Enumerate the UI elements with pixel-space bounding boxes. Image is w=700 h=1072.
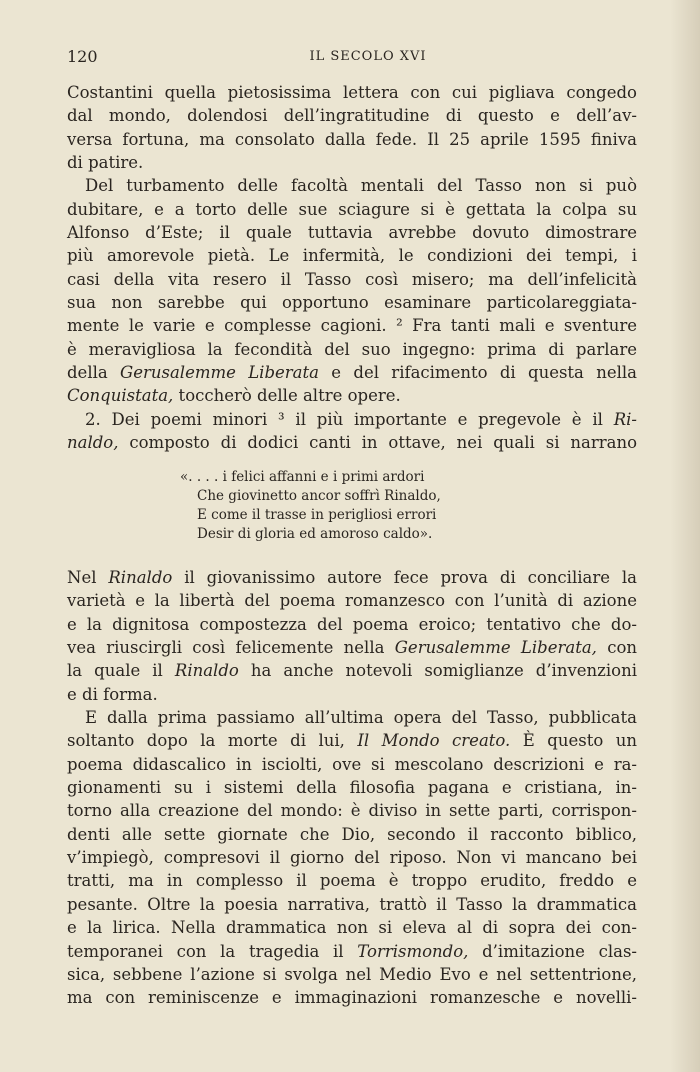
text-segment: composto di dodici canti in ottave, nei quali si narrano xyxy=(118,433,637,453)
text-segment: denti alle sette giornate che Dio, secondo il racconto biblico, xyxy=(67,824,637,844)
text-segment: di patire. xyxy=(67,153,144,173)
text-segment: v’impiegò, compresovi il giorno del riposo. Non vi mancano bei xyxy=(67,848,637,868)
text-line xyxy=(67,221,637,244)
text-line xyxy=(67,659,637,682)
verse-line: Che giovinetto ancor soffrì Rinaldo, xyxy=(197,488,441,504)
text-line xyxy=(67,314,637,337)
text-line xyxy=(67,291,637,314)
text-segment: d’imitazione clas- xyxy=(468,941,637,961)
text-segment: poema didascalico in isciolti, ove si mescolano descrizioni e ra- xyxy=(67,754,637,774)
text-segment: il giovanissimo autore fece prova di conciliare la xyxy=(172,568,637,587)
text-line xyxy=(67,986,637,1009)
text-block-1 xyxy=(67,81,637,455)
text-segment: pesante. Oltre la poesia narrativa, trattò il Tasso la drammatica xyxy=(67,894,637,914)
text-segment: torno alla creazione del mondo: è diviso in sette parti, corrispon- xyxy=(67,801,637,821)
text-line xyxy=(67,869,637,892)
text-line xyxy=(67,916,637,939)
italic-title: Gerusalemme Liberata, xyxy=(394,638,597,658)
italic-title: Ri- xyxy=(613,409,637,429)
text-segment: sua non sarebbe qui opportuno esaminare particolareggiata- xyxy=(67,293,637,313)
text-block-2 xyxy=(67,566,637,1010)
text-line xyxy=(67,940,637,963)
text-line xyxy=(67,589,637,612)
text-segment: e di forma. xyxy=(67,684,158,704)
text-segment: tratti, ma in complesso il poema è troppo erudito, freddo e xyxy=(67,871,637,891)
text-segment: 2. Dei poemi minori ³ il più importante e pregevole è il xyxy=(85,409,614,429)
text-line xyxy=(67,753,637,776)
text-line xyxy=(67,361,637,384)
text-segment: Del turbamento delle facoltà mentali del Tasso non si può xyxy=(85,176,637,196)
text-line xyxy=(67,636,637,659)
italic-title: naldo, xyxy=(67,433,119,453)
text-segment: E dalla prima passiamo all’ultima opera del Tasso, pubblicata xyxy=(85,708,637,728)
verse-line: Desir di gloria ed amoroso caldo». xyxy=(197,526,433,542)
text-segment: temporanei con la tragedia il xyxy=(67,941,358,961)
text-segment: è meravigliosa la fecondità del suo ingegno: prima di parlare xyxy=(67,339,637,359)
text-line xyxy=(67,174,637,197)
text-segment: ha anche notevoli somiglianze d’invenzioni xyxy=(238,661,637,681)
italic-title: Rinaldo xyxy=(174,661,239,681)
text-segment: la quale il xyxy=(67,661,175,681)
text-line xyxy=(67,431,637,454)
text-line xyxy=(67,706,637,729)
text-line xyxy=(67,268,637,291)
text-segment: toccherò delle altre opere. xyxy=(173,386,401,406)
text-segment: gionamenti su i sistemi della filosofia pagana e cristiana, in- xyxy=(67,778,637,798)
text-line xyxy=(67,963,637,986)
text-segment: soltanto dopo la morte di lui, xyxy=(67,731,358,751)
text-line xyxy=(67,613,637,636)
italic-title: Torrismondo, xyxy=(357,941,469,961)
text-segment: sica, sebbene l’azione si svolga nel Medio Evo e nel settentrione, xyxy=(67,964,637,984)
text-line xyxy=(67,104,637,127)
italic-title: Rinaldo xyxy=(108,568,173,587)
text-segment: vea riuscirgli così felicemente nella xyxy=(67,638,395,658)
text-segment: e del rifacimento di questa nella xyxy=(318,363,637,383)
text-segment: mente le varie e complesse cagioni. ² Fra tanti mali e sventure xyxy=(67,316,637,336)
text-line xyxy=(67,729,637,752)
text-line xyxy=(67,823,637,846)
text-line xyxy=(67,338,637,361)
text-line xyxy=(67,408,637,431)
text-line xyxy=(67,81,637,104)
text-segment: e la dignitosa compostezza del poema eroico; tentativo che do- xyxy=(67,614,637,634)
verse-quotation xyxy=(180,468,441,544)
text-line xyxy=(67,128,637,151)
text-segment: Nel xyxy=(67,568,109,587)
page-number: 120 xyxy=(67,47,98,66)
text-segment: ma con reminiscenze e immaginazioni romanzesche e novelli- xyxy=(67,988,637,1008)
text-segment: della xyxy=(67,363,121,383)
text-segment: Costantini quella pietosissima lettera con cui pigliava congedo xyxy=(67,83,637,102)
text-line xyxy=(67,384,637,407)
verse-line: E come il trasse in perigliosi errori xyxy=(197,507,437,523)
text-segment: varietà e la libertà del poema romanzesco con l’unità di azione xyxy=(67,591,637,611)
italic-title: Il Mondo creato. xyxy=(357,731,511,751)
text-segment: e la lirica. Nella drammatica non si eleva al di sopra dei con- xyxy=(67,918,637,938)
text-line xyxy=(67,244,637,267)
verse-line: «. . . . i felici affanni e i primi ardori xyxy=(180,469,425,485)
page-edge-shadow xyxy=(670,0,700,1072)
text-line xyxy=(67,151,637,174)
text-segment: Alfonso d’Este; il quale tuttavia avrebbe dovuto dimostrare xyxy=(67,223,637,243)
text-line xyxy=(67,198,637,221)
text-line xyxy=(67,566,637,589)
text-segment: dal mondo, dolendosi dell’ingratitudine di questo e dell’av- xyxy=(67,106,637,126)
text-segment: più amorevole pietà. Le infermità, le condizioni dei tempi, i xyxy=(67,246,637,266)
text-line xyxy=(67,683,637,706)
italic-title: Gerusalemme Liberata xyxy=(120,363,319,383)
text-segment: dubitare, e a torto delle sue sciagure si è gettata la colpa su xyxy=(67,199,637,219)
text-segment: casi della vita resero il Tasso così misero; ma dell’infelicità xyxy=(67,269,637,289)
text-line xyxy=(67,799,637,822)
running-head: IL SECOLO XVI xyxy=(309,49,427,64)
text-segment: versa fortuna, ma consolato dalla fede. Il 25 aprile 1595 finiva xyxy=(67,129,637,149)
text-line xyxy=(67,893,637,916)
italic-title: Conquistata, xyxy=(67,386,174,406)
text-line xyxy=(67,776,637,799)
text-segment: con xyxy=(596,638,638,658)
text-segment: È questo un xyxy=(510,731,637,751)
text-line xyxy=(67,846,637,869)
